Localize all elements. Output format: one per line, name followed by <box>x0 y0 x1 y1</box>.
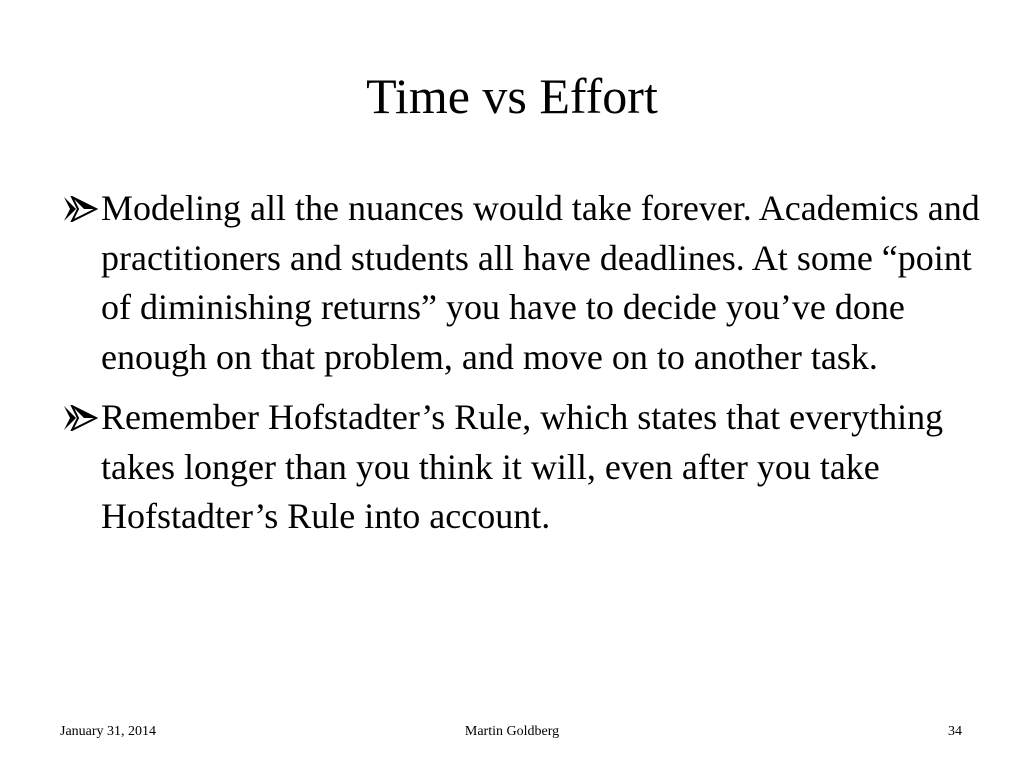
arrowhead-bullet-icon <box>62 196 98 222</box>
page-number: 34 <box>948 724 962 739</box>
bullet-item <box>62 184 982 382</box>
footer-author: Martin Goldberg <box>464 724 560 739</box>
bullet-text: Modeling all the nuances would take forever. Academics and practitioners and students all have deadlines. At some “point of diminishing returns” you have to decide you’ve done enough on that problem, and move on to another task. <box>101 188 980 377</box>
slide-title: Time vs Effort <box>366 68 658 124</box>
slide-content <box>62 184 982 553</box>
bullet-text: Remember Hofstadter’s Rule, which states that everything takes longer than you think it will, even after you take Hofstadter’s Rule into account. <box>101 397 944 536</box>
footer-date: January 31, 2014 <box>60 724 157 739</box>
bullet-item <box>62 393 982 542</box>
arrowhead-bullet-icon <box>62 405 98 431</box>
